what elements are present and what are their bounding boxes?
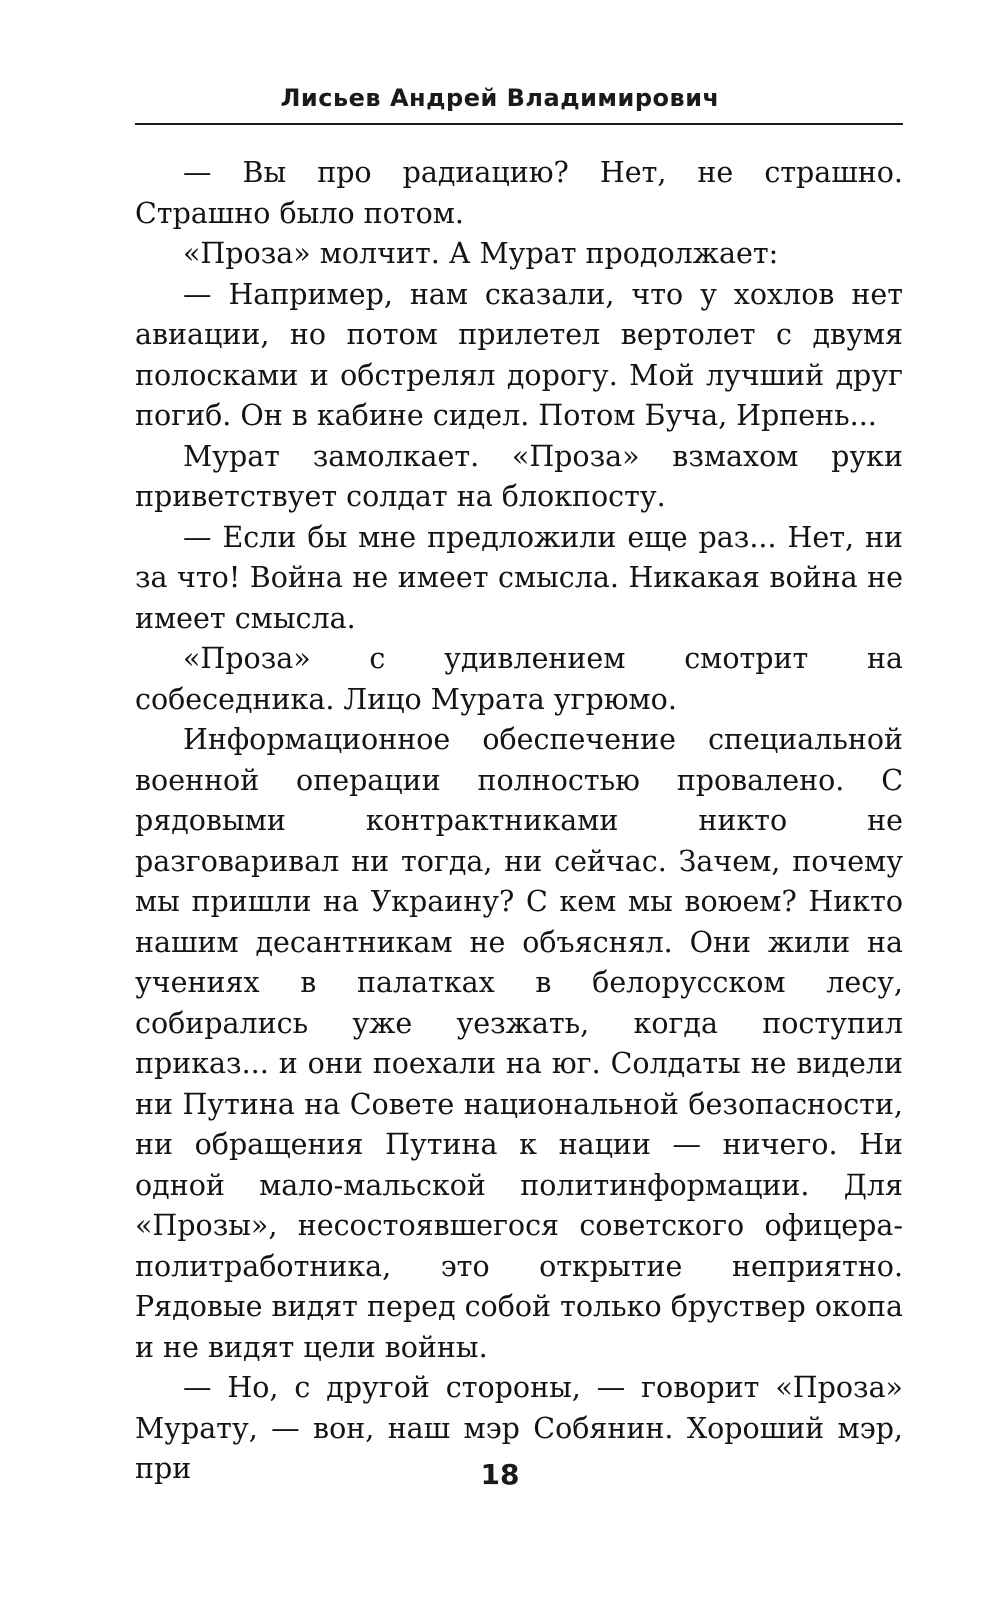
- header-rule: [135, 123, 903, 125]
- running-head: Лисьев Андрей Владимирович: [280, 84, 720, 112]
- paragraph: Информационное обеспечение специальной военной операции полностью провалено. С рядовыми контрактниками никто не разговаривал ни тогда, ни сейчас. Зачем, почему мы пришли на Украину? С кем мы воюем? Никто нашим десантникам не объяснял. Они жили на учениях в палатках в белорусском лесу, собирались уже уезжать, когда поступил приказ... и они поехали на юг. Солдаты не видели ни Путина на Совете национальной безопасности, ни обращения Путина к нации — ничего. Ни одной мало-мальской политинформации. Для «Прозы», несостоявшегося советского офицера-политработника, это открытие неприятно. Рядовые видят перед собой только бруствер окопа и не видят цели войны.: [135, 723, 903, 1364]
- body-text: [135, 153, 903, 1490]
- paragraph: Мурат замолкает. «Проза» взмахом руки приветствует солдат на блокпосту.: [135, 439, 903, 513]
- paragraph: — Но, с другой стороны, — говорит «Проза» Мурату, — вон, наш мэр Собянин. Хороший мэр, при: [135, 1371, 903, 1485]
- paragraph: «Проза» с удивлением смотрит на собеседника. Лицо Мурата угрюмо.: [135, 642, 903, 716]
- paragraph: — Например, нам сказали, что у хохлов нет авиации, но потом прилетел вертолет с двумя полосками и обстрелял дорогу. Мой лучший друг погиб. Он в кабине сидел. Потом Буча, Ирпень...: [135, 277, 903, 432]
- page-number: 18: [480, 1458, 520, 1491]
- paragraph: «Проза» молчит. А Мурат продолжает:: [183, 237, 779, 270]
- paragraph: — Вы про радиацию? Нет, не страшно. Страшно было потом.: [135, 156, 903, 230]
- paragraph: — Если бы мне предложили еще раз... Нет, ни за что! Война не имеет смысла. Никакая война не имеет смысла.: [135, 520, 903, 635]
